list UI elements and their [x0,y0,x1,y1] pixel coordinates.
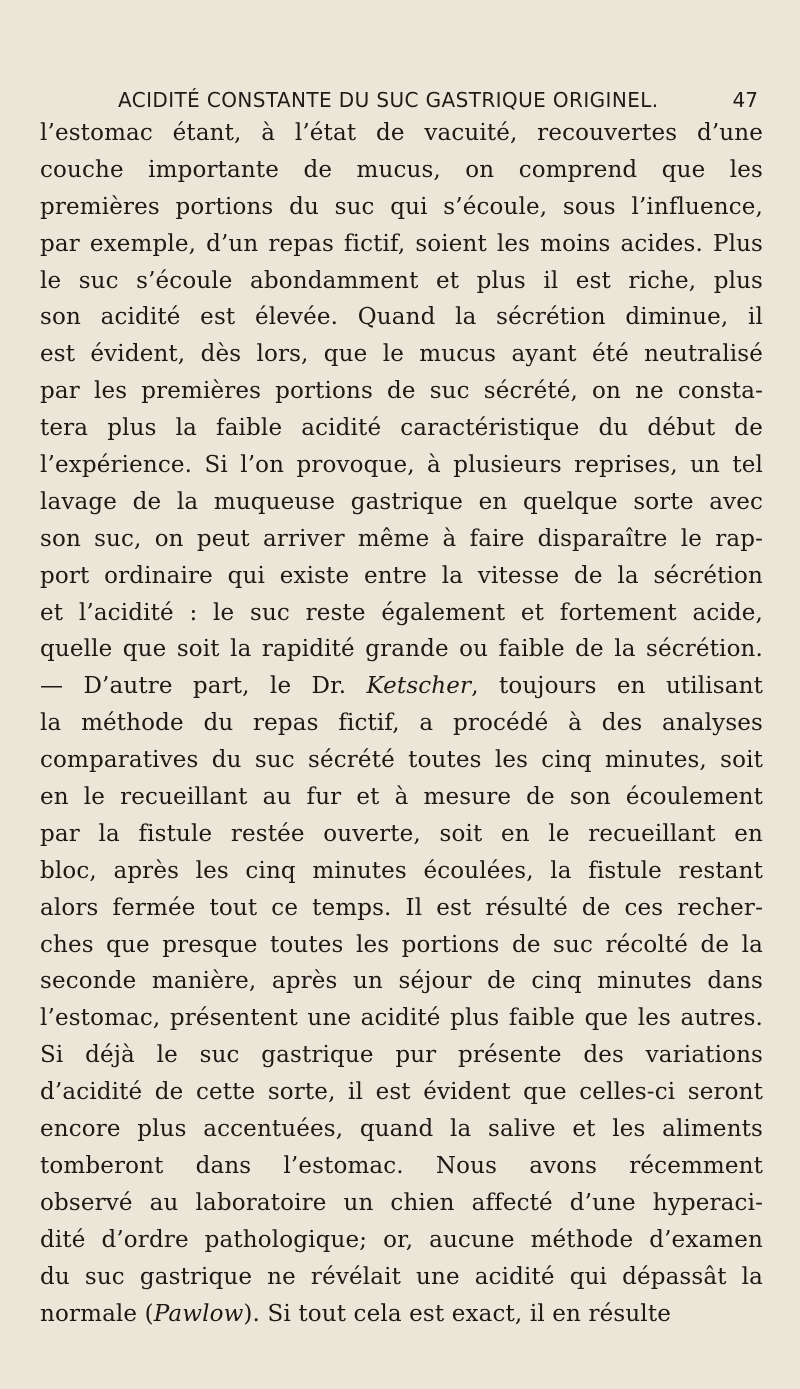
text-line: dité d’ordre pathologique; or, aucune méthode d’examen [40,1226,763,1253]
text-line: par exemple, d’un repas fictif, soient les moins acides. Plus [40,230,763,257]
text-line: d’acidité de cette sorte, il est évident que celles-ci seront [40,1079,763,1106]
text-run: , toujours en utilisant [471,673,763,700]
text-line: lavage de la muqueuse gastrique en quelque sorte avec [40,488,763,515]
text-line: Si déjà le suc gastrique pur présente des variations [40,1042,763,1069]
text-line: ches que presque toutes les portions de suc récolté de la [40,931,763,958]
text-run: ). Si tout cela est exact, il en résulte [243,1300,671,1327]
text-line: et l’acidité : le suc reste également et fortement acide, [40,599,763,626]
text-line: comparatives du suc sécrété toutes les cinq minutes, soit [40,747,763,774]
text-run: normale ( [40,1300,154,1327]
text-line: bloc, après les cinq minutes écoulées, la fistule restant [40,857,763,884]
text-line: seconde manière, après un séjour de cinq minutes dans [40,968,763,995]
running-title: ACIDITÉ CONSTANTE DU SUC GASTRIQUE ORIGINEL. [118,88,659,112]
text-line: la méthode du repas fictif, a procédé à des analyses [40,710,763,737]
text-line: l’estomac, présentent une acidité plus faible que les autres. [40,1005,763,1032]
text-line: tomberont dans l’estomac. Nous avons récemment [40,1152,763,1179]
text-line: l’expérience. Si l’on provoque, à plusieurs reprises, un tel [40,452,763,479]
text-line: alors fermée tout ce temps. Il est résulté de ces recher- [40,894,763,921]
author-name: Pawlow [153,1300,244,1327]
text-line: l’estomac étant, à l’état de vacuité, recouvertes d’une [40,120,763,146]
text-line: encore plus accentuées, quand la salive et les aliments [40,1116,763,1143]
text-line: couche importante de mucus, on comprend que les [40,156,763,183]
running-head [118,70,758,110]
text-line: son suc, on peut arriver même à faire disparaître le rap- [40,525,763,552]
text-run: — D’autre part, le Dr. [40,673,367,700]
text-line: observé au laboratoire un chien affecté d’une hyperaci- [40,1189,763,1216]
text-line: le suc s’écoule abondamment et plus il est riche, plus [40,267,763,294]
text-line [40,1296,763,1333]
text-line: son acidité est élevée. Quand la sécrétion diminue, il [40,304,763,331]
text-line: tera plus la faible acidité caractéristique du début de [40,415,763,442]
text-line: par la fistule restée ouverte, soit en le recueillant en [40,820,763,847]
text-line: est évident, dès lors, que le mucus ayant été neutralisé [40,341,763,368]
text-line: en le recueillant au fur et à mesure de son écoulement [40,784,763,811]
text-line: par les premières portions de suc sécrété, on ne consta- [40,378,763,405]
text-line: premières portions du suc qui s’écoule, sous l’influence, [40,193,763,220]
text-line: du suc gastrique ne révélait une acidité qui dépassât la [40,1263,763,1290]
text-line: port ordinaire qui existe entre la vitesse de la sécrétion [40,562,763,589]
body-text [40,115,763,1332]
text-line [40,668,763,705]
text-line: quelle que soit la rapidité grande ou faible de la sécrétion. [40,636,763,663]
author-name: Ketscher [366,673,472,700]
page-number: 47 [732,88,758,112]
